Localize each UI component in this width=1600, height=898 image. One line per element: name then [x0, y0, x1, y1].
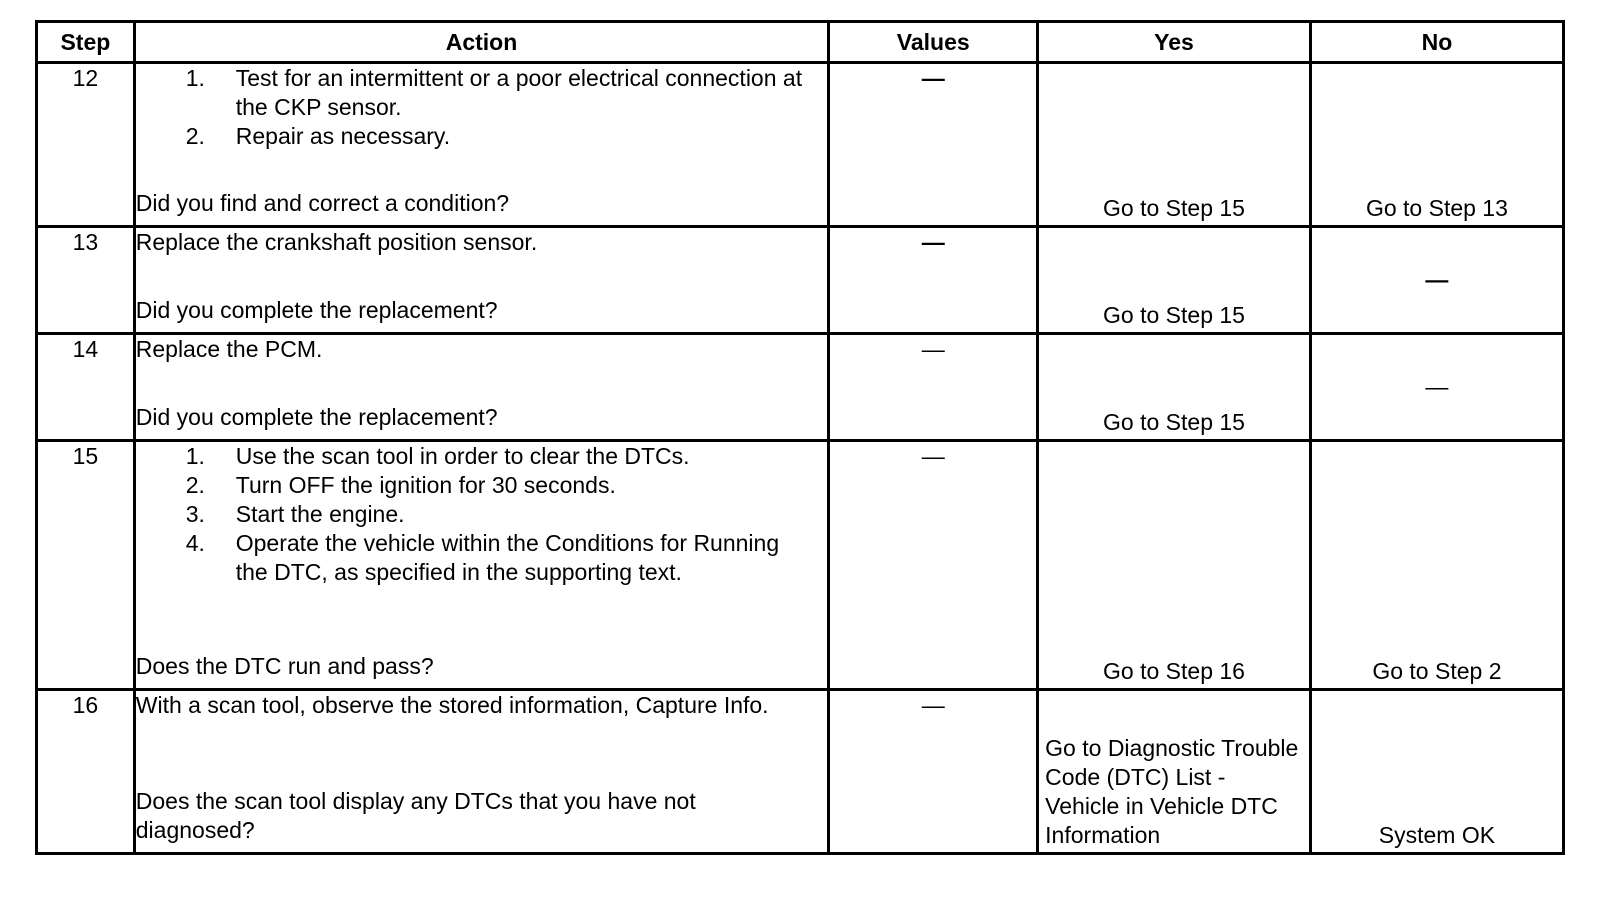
action-steps: [136, 64, 828, 151]
action-step: [136, 471, 828, 500]
step-number: 12: [37, 63, 135, 227]
yes-cell: [1038, 227, 1311, 334]
no-cell: [1310, 63, 1563, 227]
action-text: Replace the crankshaft position sensor.: [135, 229, 538, 255]
yes-cell: [1038, 690, 1311, 854]
step-index: 2.: [185, 472, 205, 498]
step-index: 3.: [185, 501, 205, 527]
yes-link[interactable]: Go to Step 15: [1103, 409, 1245, 435]
step-number: 15: [37, 441, 135, 690]
action-step: [136, 529, 828, 587]
header-values: Values: [829, 22, 1038, 63]
action-step: [136, 64, 828, 122]
empty-value-dash: —: [921, 229, 945, 255]
yes-link[interactable]: Go to Step 15: [1103, 302, 1245, 328]
table-row: [37, 690, 1564, 854]
header-no: No: [1310, 22, 1563, 63]
no-cell: [1310, 334, 1563, 441]
values-cell: [829, 63, 1038, 227]
yes-cell: [1038, 63, 1311, 227]
action-cell: [134, 227, 829, 334]
step-text: Repair as necessary.: [235, 123, 451, 149]
table-row: [37, 334, 1564, 441]
step-index: 1.: [185, 443, 205, 469]
no-link[interactable]: System OK: [1378, 822, 1496, 848]
action-step: [136, 500, 828, 529]
values-cell: [829, 334, 1038, 441]
empty-value-dash: —: [921, 692, 945, 718]
empty-value-dash: —: [1425, 373, 1449, 400]
no-cell: [1310, 227, 1563, 334]
values-cell: [829, 227, 1038, 334]
step-number: 16: [37, 690, 135, 854]
no-link[interactable]: Go to Step 13: [1365, 195, 1508, 221]
step-number: 14: [37, 334, 135, 441]
action-question: Does the DTC run and pass?: [135, 653, 434, 679]
step-index: 4.: [185, 530, 205, 556]
yes-link[interactable]: Go to Step 15: [1103, 195, 1245, 221]
action-question: Does the scan tool display any DTCs that you have not diagnosed?: [135, 788, 696, 843]
step-text: Start the engine.: [235, 501, 405, 527]
action-cell: [134, 334, 829, 441]
no-cell: [1310, 690, 1563, 854]
action-question: Did you complete the replacement?: [135, 404, 498, 430]
step-index: 2.: [185, 123, 205, 149]
action-cell: [134, 63, 829, 227]
values-cell: [829, 690, 1038, 854]
step-text: Use the scan tool in order to clear the DTCs.: [235, 443, 690, 469]
action-question: Did you find and correct a condition?: [135, 190, 510, 216]
step-text: Operate the vehicle within the Conditions for Running the DTC, as specified in the supporting text.: [235, 530, 780, 585]
action-text: With a scan tool, observe the stored information, Capture Info.: [135, 692, 769, 718]
yes-link[interactable]: Go to Diagnostic Trouble Code (DTC) List - Vehicle in Vehicle DTC Information: [1045, 735, 1299, 848]
header-row: [37, 22, 1564, 63]
no-link[interactable]: Go to Step 2: [1372, 658, 1502, 684]
header-yes: Yes: [1038, 22, 1311, 63]
yes-cell: [1038, 334, 1311, 441]
header-action: Action: [134, 22, 829, 63]
empty-value-dash: —: [1425, 266, 1449, 293]
action-text: Replace the PCM.: [135, 336, 323, 362]
empty-value-dash: —: [921, 336, 945, 362]
action-cell: [134, 441, 829, 690]
yes-link[interactable]: Go to Step 16: [1103, 658, 1245, 684]
action-steps: [136, 442, 828, 587]
table-row: [37, 441, 1564, 690]
step-number: 13: [37, 227, 135, 334]
empty-value-dash: —: [921, 443, 945, 469]
action-cell: [134, 690, 829, 854]
table-row: [37, 227, 1564, 334]
empty-value-dash: —: [921, 65, 945, 91]
header-step: Step: [37, 22, 135, 63]
action-step: [136, 122, 828, 151]
no-cell: [1310, 441, 1563, 690]
diagnostic-table: [35, 20, 1565, 855]
step-text: Turn OFF the ignition for 30 seconds.: [235, 472, 616, 498]
action-question: Did you complete the replacement?: [135, 297, 498, 323]
values-cell: [829, 441, 1038, 690]
table-row: [37, 63, 1564, 227]
step-text: Test for an intermittent or a poor electrical connection at the CKP sensor.: [235, 65, 803, 120]
step-index: 1.: [185, 65, 205, 91]
yes-cell: [1038, 441, 1311, 690]
action-step: [136, 442, 828, 471]
